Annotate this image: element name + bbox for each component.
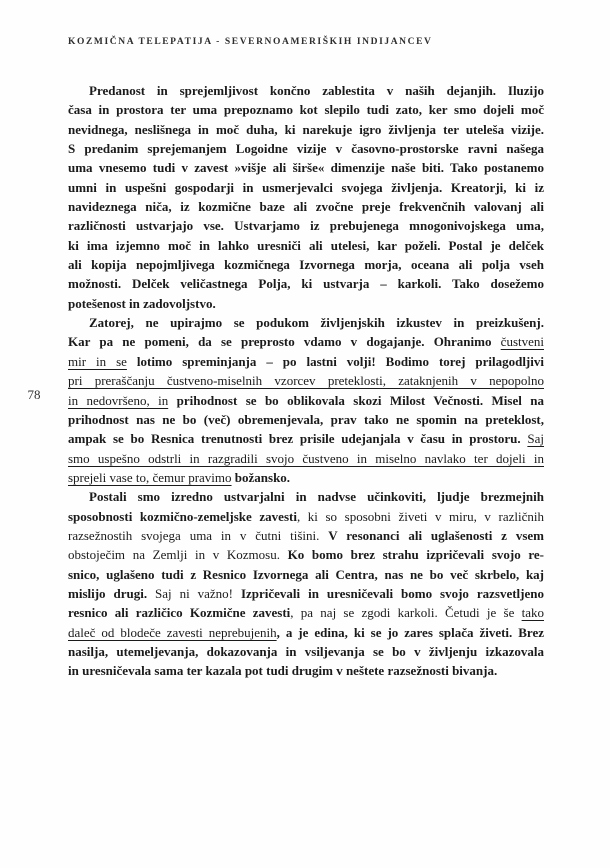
- text-segment: Predanost in sprejemljivost končno zablestita v naših dejanjih. Iluzijo: [89, 83, 544, 98]
- text-segment: umni in uspešni gospodarji in usmerjevalci svojega življenja. Kreatorji, ki iz: [68, 179, 544, 195]
- text-segment: prihodnost se bo oblikovala skozi Milost Večnosti. Misel na: [168, 392, 544, 408]
- text-segment: sprejeli vase to, čemur pravimo: [68, 469, 232, 485]
- paragraph-1-line-12: [68, 294, 544, 313]
- text-segment: , ki so sposobni živeti v miru, v različnih: [296, 508, 544, 524]
- text-segment: Postali smo izredno ustvarjalni in nadvse učinkoviti, ljudje brezmejnih: [89, 489, 544, 505]
- text-segment: čustveni: [500, 334, 544, 350]
- text-segment: potešenost in zadovoljstvo.: [68, 295, 216, 311]
- text-segment: možnosti. Delček veličastnega Polja, ki ustvarja – karkoli. Tako dosežemo: [68, 276, 544, 292]
- text-segment: Ko bomo brez strahu izpričevali svojo re-: [287, 547, 545, 563]
- text-segment: razsežnostih svojega uma in v čutni tišini.: [68, 527, 329, 543]
- text-segment: obstoječim na Zemlji in v Kozmosu.: [68, 547, 288, 563]
- paragraph-1-line-9: [68, 236, 544, 255]
- text-segment: Saj: [527, 431, 544, 447]
- paragraph-2-line-1: [68, 313, 544, 332]
- running-header: KOZMIČNA TELEPATIJA - SEVERNOAMERIŠKIH INDIJANCEV: [68, 37, 433, 47]
- paragraph-3-line-5: [68, 565, 544, 584]
- text-segment: tako: [521, 605, 544, 621]
- paragraph-3-line-10: [68, 661, 544, 680]
- paragraph-1-line-1: [68, 81, 544, 100]
- paragraph-1-line-10: [68, 255, 544, 274]
- paragraph-2-line-4: [68, 371, 544, 390]
- paragraph-3-line-2: [68, 507, 544, 526]
- text-segment: daleč od blodeče zavesti neprebujenih: [68, 624, 277, 640]
- text-segment: , pa naj se zgodi karkoli. Četudi je še: [290, 605, 522, 621]
- text-segment: mir in se: [68, 353, 127, 369]
- text-segment: Izpričevali in uresničevali bomo svojo razsvetljeno: [240, 585, 544, 601]
- text-segment: , a je edina, ki se jo zares splača živeti. Brez: [276, 624, 544, 640]
- paragraph-2-line-8: [68, 449, 544, 468]
- text-segment: različnosti ustvarjajo vse. Ustvarjamo iz prebujenega mnogonivojskega uma,: [68, 218, 544, 234]
- paragraph-3-line-1: [68, 487, 544, 506]
- text-segment: časa in prostora ter uma prepoznamo kot slepilo tudi zato, ker smo dojeli moč: [68, 102, 544, 118]
- text-segment: nasilja, utemeljevanja, dokazovanja in vsiljevanja se bo v življenju izkazovala: [68, 643, 544, 659]
- text-segment: Saj ni važno!: [155, 585, 241, 601]
- paragraph-3-line-3: [68, 526, 544, 545]
- paragraph-2-line-2: [68, 332, 544, 351]
- text-segment: božansko.: [231, 469, 291, 485]
- paragraph-2-line-3: [68, 352, 544, 371]
- text-segment: lotimo spreminjanja – po lastni volji! Bodimo torej prilagodljivi: [126, 353, 544, 369]
- text-segment: in uresničevala sama ter kazala pot tudi drugim v neštete razsežnosti bivanja.: [68, 663, 498, 679]
- text-segment: mislijo drugi.: [68, 585, 156, 601]
- text-segment: snico, uglašeno tudi z Resnico Izvornega ali Centra, nas ne bo več skrbelo, kaj: [68, 566, 544, 582]
- text-segment: ki ima izjemno moč in lahko uresniči ali utelesi, kar poželi. Postal je delček: [68, 237, 544, 253]
- paragraph-3-line-6: [68, 584, 544, 603]
- text-segment: Kar pa ne pomeni, da se preprosto vdamo v dogajanje. Ohranimo: [68, 334, 501, 350]
- text-segment: smo uspešno odstrli in razgradili svojo čustveno in miselno navlako ter dojeli in: [68, 450, 544, 466]
- text-segment: S predanim sprejemanjem Logoidne vizije v časovno-prostorske ravni našega: [68, 141, 544, 157]
- text-segment: in nedovršeno, in: [68, 392, 169, 408]
- paragraph-1-line-3: [68, 120, 544, 139]
- text-segment: nevidnega, neslišnega in moč duha, ki narekuje igro življenja ter uteleša vizije.: [68, 121, 544, 137]
- text-segment: ali kopija nepojmljivega kozmičnega Izvornega morja, oceana ali polja vseh: [68, 257, 544, 273]
- paragraph-3-line-8: [68, 623, 544, 642]
- paragraph-1-line-4: [68, 139, 544, 158]
- paragraph-3-line-4: [68, 545, 544, 564]
- paragraph-1-line-7: [68, 197, 544, 216]
- paragraph-2-line-6: [68, 410, 544, 429]
- text-segment: resnico ali različico Kozmične zavesti: [68, 605, 291, 621]
- paragraph-2-line-9: [68, 468, 544, 487]
- paragraph-2-line-5: [68, 391, 544, 410]
- paragraph-1-line-6: [68, 178, 544, 197]
- text-segment: Zatorej, ne upirajmo se podukom življenjskih izkustev in preizkušenj.: [89, 315, 544, 331]
- paragraph-1-line-5: [68, 158, 544, 177]
- text-segment: sposobnosti kozmično-zemeljske zavesti: [68, 508, 297, 524]
- paragraph-3-line-9: [68, 642, 544, 661]
- paragraph-3-line-7: [68, 603, 544, 622]
- paragraph-2-line-7: [68, 429, 544, 448]
- paragraph-1-line-2: [68, 100, 544, 119]
- text-segment: pri preraščanju čustveno-miselnih vzorcev preteklosti, zataknjenih v nepopolno: [68, 373, 544, 389]
- paragraph-1-line-8: [68, 216, 544, 235]
- text-segment: prihodnost nas ne bo (več) obremenjevala, prav tako ne spomin na preteklost,: [68, 411, 544, 427]
- text-segment: uma vnesemo tudi v zavest »višje ali širše« dimenzije naše biti. Tako postanemo: [68, 160, 544, 176]
- paragraph-1-line-11: [68, 274, 544, 293]
- text-segment: ampak se bo Resnica trenutnosti brez prisile udejanjala v času in prostoru.: [68, 431, 528, 447]
- text-segment: navideznega niča, iz kozmične baze ali zvočne preje frekvenčnih valovanj ali: [68, 199, 544, 215]
- text-segment: V resonanci ali uglašenosti z vsem: [328, 527, 544, 543]
- page-number: 78: [27, 387, 41, 402]
- text-block: [68, 81, 544, 681]
